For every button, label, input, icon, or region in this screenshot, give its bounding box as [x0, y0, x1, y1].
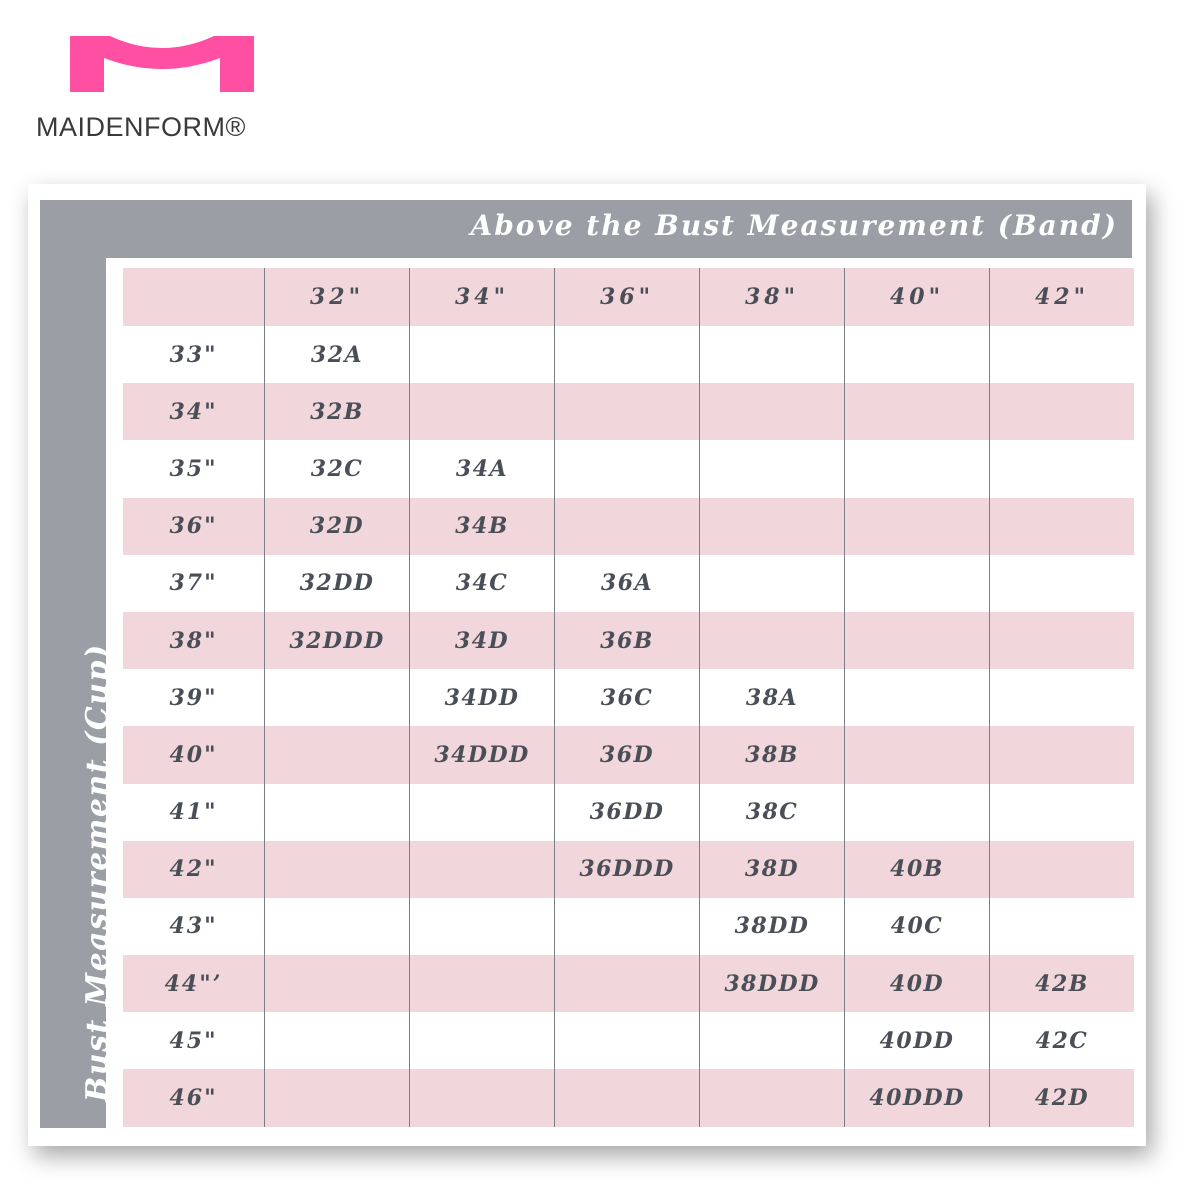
bra-size-cell — [700, 612, 845, 669]
bra-size-cell — [265, 898, 410, 955]
table-row — [123, 1069, 1134, 1126]
table-row — [123, 555, 1134, 612]
bra-size-cell: 40DD — [845, 1012, 990, 1069]
table-row — [123, 955, 1134, 1012]
bust-size-label: 34" — [123, 383, 265, 440]
bra-size-cell — [265, 1069, 410, 1126]
size-table — [123, 268, 1134, 1127]
bra-size-cell: 32A — [265, 326, 410, 383]
bra-size-cell — [555, 1012, 700, 1069]
header-corner-cell — [123, 268, 265, 326]
bra-size-cell — [700, 555, 845, 612]
bra-size-cell: 42C — [990, 1012, 1135, 1069]
band-size-header: 42" — [990, 268, 1135, 326]
bra-size-cell — [410, 383, 555, 440]
bra-size-cell — [990, 898, 1135, 955]
bra-size-cell: 38DD — [700, 898, 845, 955]
bra-size-cell — [410, 326, 555, 383]
bra-size-cell: 32DDD — [265, 612, 410, 669]
bra-size-cell — [990, 784, 1135, 841]
bra-size-cell — [845, 784, 990, 841]
bra-size-cell — [845, 612, 990, 669]
bra-size-cell — [845, 669, 990, 726]
bust-size-label: 33" — [123, 326, 265, 383]
bra-size-cell — [845, 440, 990, 497]
bra-size-cell: 34A — [410, 440, 555, 497]
bust-size-label: 41" — [123, 784, 265, 841]
bra-size-cell: 40C — [845, 898, 990, 955]
bust-size-label: 39" — [123, 669, 265, 726]
bust-size-label: 43" — [123, 898, 265, 955]
bra-size-cell — [700, 383, 845, 440]
bra-size-cell: 34B — [410, 498, 555, 555]
bra-size-cell — [265, 841, 410, 898]
bra-size-cell — [555, 440, 700, 497]
bust-size-label: 44"’ — [123, 955, 265, 1012]
band-size-header: 32" — [265, 268, 410, 326]
bra-size-cell — [555, 898, 700, 955]
bust-size-label: 36" — [123, 498, 265, 555]
band-size-header: 34" — [410, 268, 555, 326]
bra-size-cell — [265, 784, 410, 841]
bra-size-cell: 32C — [265, 440, 410, 497]
band-size-header: 36" — [555, 268, 700, 326]
band-title: Above the Bust Measurement (Band) — [470, 209, 1118, 242]
bra-size-cell: 36DD — [555, 784, 700, 841]
bra-size-cell — [845, 726, 990, 783]
bra-size-cell — [845, 383, 990, 440]
bra-size-cell — [555, 326, 700, 383]
brand-name: MAIDENFORM® — [36, 112, 246, 142]
bra-size-cell — [700, 498, 845, 555]
bra-size-cell — [410, 841, 555, 898]
bra-size-cell — [555, 1069, 700, 1126]
table-row — [123, 326, 1134, 383]
table-row — [123, 498, 1134, 555]
band-size-header: 40" — [845, 268, 990, 326]
bust-size-label: 38" — [123, 612, 265, 669]
bra-size-cell: 38C — [700, 784, 845, 841]
size-chart-card — [28, 184, 1146, 1146]
bra-size-cell — [845, 326, 990, 383]
bra-size-cell: 32DD — [265, 555, 410, 612]
header-row — [123, 268, 1134, 326]
bra-size-cell — [265, 726, 410, 783]
bra-size-cell: 38A — [700, 669, 845, 726]
bra-size-cell — [410, 955, 555, 1012]
table-row — [123, 898, 1134, 955]
table-row — [123, 784, 1134, 841]
bra-size-cell — [990, 841, 1135, 898]
bra-size-cell: 42D — [990, 1069, 1135, 1126]
maidenform-logo — [36, 34, 306, 144]
bra-size-cell: 34DDD — [410, 726, 555, 783]
bra-size-cell — [845, 498, 990, 555]
bra-size-cell: 38D — [700, 841, 845, 898]
bra-size-cell — [555, 498, 700, 555]
bra-size-cell — [700, 1012, 845, 1069]
band-size-header: 38" — [700, 268, 845, 326]
bra-size-cell — [845, 555, 990, 612]
table-row — [123, 383, 1134, 440]
bra-size-cell — [700, 326, 845, 383]
bra-size-cell: 34C — [410, 555, 555, 612]
bra-size-cell: 40B — [845, 841, 990, 898]
bra-size-cell: 32D — [265, 498, 410, 555]
bra-size-cell: 36DDD — [555, 841, 700, 898]
bra-size-cell — [990, 555, 1135, 612]
bra-size-cell: 34D — [410, 612, 555, 669]
bust-size-label: 45" — [123, 1012, 265, 1069]
bra-size-cell — [555, 383, 700, 440]
bra-size-cell — [410, 784, 555, 841]
bra-size-cell — [990, 612, 1135, 669]
bra-size-cell: 40D — [845, 955, 990, 1012]
bra-size-cell — [990, 498, 1135, 555]
bra-size-cell — [410, 898, 555, 955]
bra-size-cell — [990, 726, 1135, 783]
bra-size-cell — [265, 669, 410, 726]
bust-size-label: 42" — [123, 841, 265, 898]
maidenform-m-logo-icon — [70, 34, 254, 94]
bra-size-cell: 38DDD — [700, 955, 845, 1012]
bra-size-cell: 36D — [555, 726, 700, 783]
bra-size-cell — [700, 440, 845, 497]
bra-size-cell — [700, 1069, 845, 1126]
bra-size-cell — [555, 955, 700, 1012]
table-row — [123, 612, 1134, 669]
table-row — [123, 841, 1134, 898]
bra-size-cell — [990, 440, 1135, 497]
bra-size-cell: 42B — [990, 955, 1135, 1012]
bra-size-cell — [990, 669, 1135, 726]
bra-size-cell — [990, 383, 1135, 440]
bra-size-cell: 36B — [555, 612, 700, 669]
bra-size-cell: 40DDD — [845, 1069, 990, 1126]
bra-size-cell: 38B — [700, 726, 845, 783]
cup-title: Bust Measurement (Cup) — [80, 643, 115, 1102]
bra-size-cell — [265, 1012, 410, 1069]
bra-size-cell: 36C — [555, 669, 700, 726]
bust-size-label: 40" — [123, 726, 265, 783]
bra-size-cell — [410, 1012, 555, 1069]
bra-size-cell: 34DD — [410, 669, 555, 726]
bust-size-label: 35" — [123, 440, 265, 497]
bra-size-cell: 36A — [555, 555, 700, 612]
bust-size-label: 46" — [123, 1069, 265, 1126]
bra-size-cell: 32B — [265, 383, 410, 440]
table-row — [123, 669, 1134, 726]
bust-size-label: 37" — [123, 555, 265, 612]
table-row — [123, 440, 1134, 497]
bra-size-cell — [990, 326, 1135, 383]
bra-size-cell — [265, 955, 410, 1012]
table-row — [123, 726, 1134, 783]
table-row — [123, 1012, 1134, 1069]
bra-size-cell — [410, 1069, 555, 1126]
